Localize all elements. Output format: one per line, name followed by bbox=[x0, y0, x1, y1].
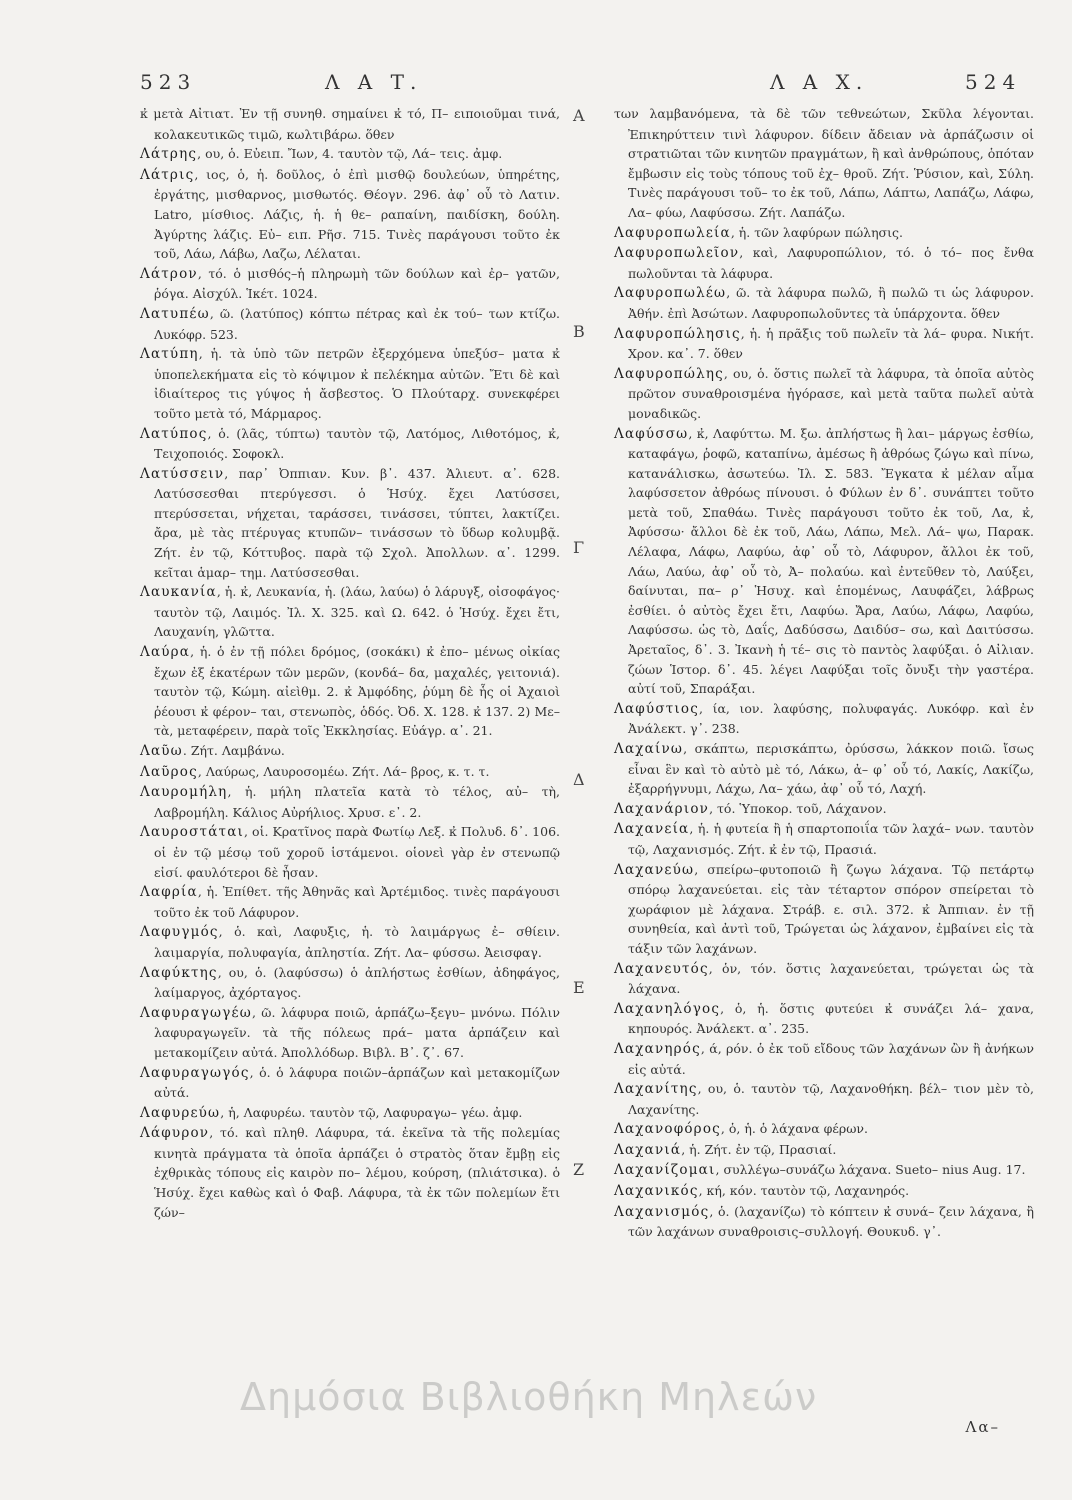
entry-definition: , ά, ρόν. ὁ ἐκ τοῦ εἴδους τῶν λαχάνων ὢν ἢ ἀνήκων εἰς αὐτά. bbox=[628, 1040, 1034, 1077]
margin-letter: Ε bbox=[573, 978, 585, 997]
entry-headword: Λαύρα bbox=[140, 644, 191, 661]
entry-headword: Λατύπη bbox=[140, 346, 199, 363]
entry-headword: Λατύσσειν bbox=[140, 465, 225, 482]
right-page-number: 524 bbox=[965, 70, 1022, 94]
entry-headword: Λαυκανία bbox=[140, 584, 217, 601]
entry-headword: Λαυρομήλη bbox=[140, 784, 228, 801]
dictionary-entry bbox=[140, 104, 560, 144]
dictionary-entry bbox=[140, 144, 560, 165]
entry-headword: Λαφυραγωγέω bbox=[140, 1004, 252, 1021]
entry-definition: , κή, κόν. ταυτὸν τῷ, Λαχανηρός. bbox=[698, 1183, 910, 1199]
entry-definition: , Λαύρως, Λαυροσομέω. Ζήτ. Λά– βρος, κ. τ. τ. bbox=[197, 763, 490, 779]
entry-headword: Λαχανίτης bbox=[614, 1081, 698, 1098]
dictionary-entry bbox=[614, 959, 1034, 999]
entry-definition: , οἱ. Κρατῖνος παρὰ Φωτίῳ Λεξ. κ̓ Πολυδ. δ᾽. 106. οἱ ἐν τῷ μέσῳ τοῦ χοροῦ ἱστάμενοι. οἱονεὶ γὰρ ἐν στενωπῷ εἰσί. φαυλότεροι δὲ ἦσαν. bbox=[154, 824, 560, 880]
entry-definition: , ου, ὁ. ὅστις πωλεῖ τὰ λάφυρα, τὰ ὁποῖα αὐτὸς πρῶτον συναθροισμένα ἠγόρασε, καὶ μετὰ ταῦτα πωλεῖ αὐτὰ μοναδικῶς. bbox=[628, 365, 1034, 421]
margin-letter: Β bbox=[573, 322, 585, 341]
left-page-number: 523 bbox=[140, 70, 197, 94]
entry-definition: , ὁν, τόν. ὅστις λαχανεύεται, τρώγεται ὡς τὰ λάχανα. bbox=[628, 960, 1034, 997]
dictionary-entry bbox=[614, 1079, 1034, 1119]
entry-headword: Λαφυρεύω bbox=[140, 1104, 221, 1121]
dictionary-entry bbox=[614, 104, 1034, 223]
dictionary-entry bbox=[614, 1181, 1034, 1202]
entry-headword: Λαφυροπωλέω bbox=[614, 285, 727, 302]
entry-definition: , ὁ. (λᾶς, τύπτω) ταυτὸν τῷ, Λατόμος, Λιθοτόμος, κ̓, Τειχοποιός. Σοφοκλ. bbox=[154, 425, 560, 462]
entry-definition: , ἡ, Λαφυρέω. ταυτὸν τῷ, Λαφυραγω– γέω. ἀμφ. bbox=[220, 1104, 523, 1120]
margin-letter: Α bbox=[573, 106, 585, 125]
entry-definition: , κ̓, Λαφύττω. Μ. ξω. ἀπλήστως ἢ λαι– μάργως ἐσθίω, καταφάγω, ῥοφῶ, καταπίνω, ἀμέσως ἢ ἀθρόως ζώγω καὶ πίνω, κατανάλισκω, ἀσωτεύω. Ἰλ. Σ. 583. Ἔγκατα κ̓ μέλαν αἷμα λαφύσσετον ἀθρόως πίνουσι. ὁ Φύλων ἐν δ᾽. συνάπτει τοῦτο μετὰ τοῦ, Σπαθάω. Τινὲς παράγουσι τοῦτο ἐκ τοῦ, Λα, κ̓, Ἀφύσσω· ἄλλοι δὲ ἐκ τοῦ, Λάω, Λάπω, Μελ. Λά– ψω, Παρακ. Λέλαφα, Λάφω, Λαφύω, ἀφ᾽ οὗ τὸ, Λάφυρον, ἄλλοι ἐκ τοῦ, Λάω, Λαύω, ἀφ᾽ οὗ τὸ, Ἀ– πολαύω. καὶ ἐντεῦθεν τὸ, Λαύξει, δαίνυται, πα– ρ᾽ Ἡσυχ. καὶ ἑπομένως, Λαυφάζει, λάβρως ἐσθίει. ὁ αὐτὸς ἔχει ἔτι, Λαφύω. Ἄρα, Λαύω, Λάφω, Λαφύω, Λαφύσσω. ὡς τὸ, Δαΐς, Δαδύσσω, Δαιδύσ– σω, καὶ Δαιτύσσω. Ἀρεταῖος, δ᾽. 3. Ἰκανὴ ἡ τέ– σις τὸ παντὸς λαφύξαι. ὁ Αἰλιαν. ζώων Ἱστορ. δ᾽. 45. λέγει Λαφύξαι τοῖς ὄνυξι τὴν γαστέρα. αὐτί τοῦ, Σπαράξαι. bbox=[628, 425, 1034, 697]
entry-headword: Λαχανεύω bbox=[614, 861, 695, 878]
dictionary-entry bbox=[140, 963, 560, 1003]
dictionary-entry bbox=[614, 1160, 1034, 1181]
dictionary-entry bbox=[140, 741, 560, 762]
entry-headword: Λαυροστάται bbox=[140, 824, 245, 841]
entry-headword: Λάτρης bbox=[140, 146, 198, 163]
dictionary-entry bbox=[614, 283, 1034, 323]
dictionary-entry bbox=[614, 243, 1034, 283]
dictionary-entry bbox=[140, 344, 560, 423]
entry-definition: , ου, ὁ. Εὐειπ. Ἴων, 4. ταυτὸν τῷ, Λά– τεις. ἀμφ. bbox=[197, 146, 503, 162]
entry-definition: , σκάπτω, περισκάπτω, ὀρύσσω, λάκκον ποιῶ. ἴσως εἶναι ἓν καὶ τὸ αὐτὸ μὲ τό, Λάκω, ἀ– φ᾽ οὗ τό, Λακίς, Λακίζω, ἐξαρρήγνυμι, Λάχω, Λα– χάω, ἀφ᾽ οὗ τό, Λαχή. bbox=[628, 741, 1034, 797]
entry-definition: , ία, ιον. λαφύσης, πολυφαγάς. Λυκόφρ. καὶ ἐν Ἀνάλεκτ. γ᾽. 238. bbox=[628, 700, 1034, 737]
entry-headword: Λαχανιά bbox=[614, 1141, 682, 1158]
entry-headword: Λαφυροπωλεῖον bbox=[614, 245, 740, 262]
dictionary-entry bbox=[140, 782, 560, 822]
entry-definition: των λαμβανόμενα, τὰ δὲ τῶν τεθνεώτων, Σκῦλα λέγονται. Ἐπικηρύττειν τινὶ λάφυρον. δίδειν ἄδειαν νὰ ἁρπάζωσιν οἱ στρατιῶται τῶν κινητῶν πραγμάτων, ἢ καὶ ἀνθρώπους, ὁπόταν ἔμβωσιν εἰς τοὺς τόπους τοῦ ἐχ– θροῦ. Ζήτ. Ῥύσιον, καὶ, Σύλη. Τινὲς παράγουσι τοῦ– το ἐκ τοῦ, Λάπω, Λάπτω, Λαπάζω, Λάφω, Λα– φύω, Λαφύσσω. Ζήτ. Λαπάζω. bbox=[614, 106, 1034, 220]
entry-definition: , τό. Ὑποκορ. τοῦ, Λάχανον. bbox=[709, 800, 887, 816]
dictionary-entry bbox=[140, 762, 560, 783]
dictionary-entry bbox=[140, 424, 560, 464]
entry-definition: , ὁ, ἡ. ὁ λάχανα φέρων. bbox=[720, 1121, 868, 1137]
dictionary-entry bbox=[614, 799, 1034, 820]
entry-headword: Λαχανίζομαι bbox=[614, 1162, 716, 1179]
entry-definition: , ῶ. (λατύπος) κόπτω πέτρας καὶ ἐκ τού– των κτίζω. Λυκόφρ. 523. bbox=[154, 305, 560, 342]
entry-definition: , ἡ. κ̓, Λευκανία, ἡ. (λάω, λαύω) ὁ λάρυγξ, οἰσοφάγος· ταυτὸν τῷ, Λαιμός. Ἰλ. Χ. 325. καὶ Ω. 642. ὁ Ἡσύχ. ἔχει ἔτι, Λαυχανίη, γλῶττα. bbox=[154, 584, 560, 640]
dictionary-entry bbox=[614, 699, 1034, 739]
entry-headword: Λαφυροπώλης bbox=[614, 365, 724, 382]
entry-headword: Λάτρις bbox=[140, 166, 195, 183]
entry-headword: Λαφυραγωγός bbox=[140, 1064, 250, 1081]
section-margin-letters bbox=[573, 0, 597, 1500]
entry-headword: Λαχανισμός bbox=[614, 1203, 710, 1220]
entry-headword: Λαχανικός bbox=[614, 1183, 699, 1200]
dictionary-entry bbox=[614, 424, 1034, 699]
entry-definition: , ἡ. τὰ ὑπὸ τῶν πετρῶν ἐξερχόμενα ὑπεξύσ– ματα κ̓ ὑποπελεκήματα εἰς τὸ κόψιμον κ̓ πελέκημα αὐτῶν. Ἔτι δὲ καὶ ἰδιαίτερος τις γύψος ἡ ἄσβεστος. Ὁ Πλούταρχ. συνεκφέρει τοῦτο μετὰ τό, Μάρμαρος. bbox=[154, 346, 560, 421]
dictionary-entry bbox=[614, 739, 1034, 799]
entry-headword: Λαφυγμός bbox=[140, 924, 219, 941]
entry-headword: Λαχανευτός bbox=[614, 960, 709, 977]
dictionary-entry bbox=[614, 999, 1034, 1039]
dictionary-entry bbox=[614, 223, 1034, 244]
right-column bbox=[614, 104, 1034, 1242]
dictionary-entry bbox=[614, 324, 1034, 364]
entry-definition: , ὁ. ὁ λάφυρα ποιῶν–ἁρπάζων καὶ μετακομίζων αὐτά. bbox=[154, 1064, 560, 1101]
dictionary-entry bbox=[140, 1123, 560, 1222]
dictionary-entry bbox=[614, 1039, 1034, 1079]
entry-headword: Λαχανηρός bbox=[614, 1040, 701, 1057]
dictionary-entry bbox=[614, 364, 1034, 424]
dictionary-entry bbox=[140, 822, 560, 882]
entry-definition: , ἡ. ὁ ἐν τῇ πόλει δρόμος, (σοκάκι) κ̓ ἐπο– μένως οἰκίας ἔχων ἐξ ἑκατέρων τῶν μερῶν, (κονδά– δα, μαχαλές, γειτονιά). ταυτὸν τῷ, Κώμη. αἰεὶθμ. 2. κ̓ Ἀμφόδης, ῥύμη δὲ ἧς οἱ Ἀχαιοὶ ῥέουσι κ̓ φέρον– ται, στενωπὸς, ὁδός. Ὀδ. Χ. 128. κ̓ 137. 2) Με– τὰ, μεταφέρειν, παρὰ τοῖς Ἐκκλησίας. Εὐάγρ. α᾽. 21. bbox=[154, 644, 560, 739]
entry-definition: , ὁ, ἡ. ὅστις φυτεύει κ̓ συνάζει λά– χανα, κηπουρός. Ἀνάλεκτ. α᾽. 235. bbox=[628, 1000, 1034, 1037]
entry-definition: , ἡ. Ἐπίθετ. τῆς Ἀθηνᾶς καὶ Ἀρτέμιδος. τινὲς παράγουσι τοῦτο ἐκ τοῦ Λάφυρον. bbox=[154, 884, 560, 920]
entry-definition: , ἡ. μήλη πλατεῖα κατὰ τὸ τέλος, αὐ– τὴ, Λαβρομήλη. Κάλιος Αὐρήλιος. Χρυσ. ε᾽. 2. bbox=[154, 784, 560, 820]
entry-definition: , ῶ. τὰ λάφυρα πωλῶ, ἢ πωλῶ τι ὡς λάφυρον. Ἀθήν. ἐπὶ Ἀσώτων. Λαφυροπωλοῦντες τὰ ὑπάρχοντα. ὅθεν bbox=[628, 285, 1034, 321]
entry-headword: Λαφρία bbox=[140, 884, 198, 901]
catchword: Λα– bbox=[965, 1418, 1000, 1436]
dictionary-entry bbox=[140, 1003, 560, 1063]
dictionary-entry bbox=[140, 165, 560, 264]
entry-definition: , ῶ. λάφυρα ποιῶ, ἁρπάζω–ξεγυ– μνόνω. Πόλιν λαφυραγωγεῖν. τὰ τῆς πόλεως πρά– ματα ἁρπάζειν καὶ μετακομίζειν αὐτά. Ἀπολλόδωρ. Βιβλ. Β᾽. ζ᾽. 67. bbox=[154, 1004, 560, 1060]
entry-definition: , καὶ, Λαφυροπώλιον, τό. ὁ τό– πος ἔνθα πωλοῦνται τὰ λάφυρα. bbox=[628, 245, 1034, 281]
dictionary-entry bbox=[140, 464, 560, 583]
dictionary-entry bbox=[140, 922, 560, 962]
entry-headword: Λαχανεία bbox=[614, 821, 690, 838]
entry-definition: , ἡ. ἡ πρᾶξις τοῦ πωλεῖν τὰ λά– φυρα. Νικήτ. Χρον. κα᾽. 7. ὅθεν bbox=[628, 325, 1034, 362]
entry-definition: , ὁ. καὶ, Λαφυξις, ἡ. τὸ λαιμάργως ἐ– σθίειν. λαιμαργία, πολυφαγία, ἀπληστία. Ζήτ. Λα– φύσσω. Ἀεισφαγ. bbox=[154, 924, 560, 960]
dictionary-entry bbox=[140, 264, 560, 304]
entry-headword: Λαχανάριον bbox=[614, 800, 710, 817]
entry-headword: Λαῦρος bbox=[140, 763, 198, 780]
entry-definition: , ου, ὁ. ταυτὸν τῷ, Λαχανοθήκη. βέλ– τιον μὲν τὸ, Λαχανίτης. bbox=[628, 1081, 1034, 1117]
entry-headword: Λατύπος bbox=[140, 425, 208, 442]
left-running-head: Λ Α Τ. bbox=[325, 70, 423, 94]
library-watermark: Δημόσια Βιβλιοθήκη Μηλεών bbox=[240, 1375, 818, 1419]
entry-headword: Λαφύκτης bbox=[140, 964, 218, 981]
entry-definition: , σπείρω–φυτοποιῶ ἢ ζωγω λάχανα. Τῷ πετάρτῳ σπόρῳ λαχανεύεται. εἰς τὰν τέταρτον σπόρον σπείρεται τὸ χωράφιον μὲ λάχανα. Στράβ. ε. σιλ. 372. κ̓ Ἀππιαν. ἐν τῇ συνηθεία, καὶ ἀντὶ τοῦ, Τρώγεται ὡς λάχανον, ἐμβαίνει εἰς τὰ τάξιν τῶν λαχάνων. bbox=[628, 861, 1034, 956]
entry-definition: . Ζήτ. Λαμβάνω. bbox=[182, 743, 285, 758]
entry-headword: Λαφύσσω bbox=[614, 425, 689, 442]
left-column bbox=[140, 104, 560, 1222]
dictionary-entry bbox=[614, 1119, 1034, 1140]
dictionary-entry bbox=[140, 304, 560, 344]
margin-letter: Ζ bbox=[573, 1160, 585, 1179]
dictionary-entry bbox=[140, 882, 560, 922]
dictionary-entry bbox=[140, 1063, 560, 1103]
entry-headword: Λαχανοφόρος bbox=[614, 1121, 721, 1138]
entry-definition: , παρ᾽ Ὀππιαν. Κυν. β᾽. 437. Ἁλιευτ. α᾽. 628. Λατύσσεσθαι πτερύγεσσι. ὁ Ἡσύχ. ἔχει Λατύσσει, πτερύσσεται, νήχεται, ταράσσει, τινάσσει, τύπτει, λακτίζει. ἄρα, μὲ τὰς πτέρυγας κτυπῶν– τινάσσων τὸ ὕδωρ κολυμβᾷ. Ζήτ. ἐν τῷ, Κόττυβος. παρὰ τῷ Σχολ. Ἀπολλων. α᾽. 1299. κεῖται ἁμαρ– τημ. Λατύσσεσθαι. bbox=[154, 465, 560, 580]
margin-letter: Δ bbox=[573, 770, 585, 789]
entry-headword: Λαχαίνω bbox=[614, 741, 684, 757]
entry-definition: , ου, ὁ. (λαφύσσω) ὁ ἀπλήστως ἐσθίων, ἀδηφάγος, λαίμαργος, ἀχόρταγος. bbox=[154, 964, 560, 1001]
entry-definition: , ιος, ὁ, ἡ. δοῦλος, ὁ ἐπὶ μισθῷ δουλεύων, ὑπηρέτης, ἐργάτης, μισθαρνος, μισθωτός. Θέογν. 296. ἀφ᾽ οὗ τὸ Λατιν. Latro, μίσθιος. Λάζις, ἡ. ἡ θε– ραπαίνη, παιδίσκη, δούλη. Ἀγύρτης λάζις. Εὐ– ειπ. Ρῆσ. 715. Τινὲς παράγουσι τοῦτο ἐκ τοῦ, Λάω, Λάβω, Λαζω, Λέλαται. bbox=[154, 166, 560, 262]
margin-letter: Γ bbox=[573, 538, 585, 557]
entry-headword: Λατυπέω bbox=[140, 305, 210, 322]
dictionary-entry bbox=[614, 819, 1034, 859]
entry-headword: Λαφύστιος bbox=[614, 700, 699, 717]
entry-definition: κ̓ μετὰ Αἰτιατ. Ἐν τῇ συνηθ. σημαίνει κ̓ τό, Π– ειποιοῦμαι τινά, κολακευτικῶς τιμῶ, κωλτιβάρω. ὅθεν bbox=[140, 106, 560, 142]
entry-headword: Λαφυροπωλεία bbox=[614, 224, 731, 241]
entry-definition: , ἡ. τῶν λαφύρων πώλησις. bbox=[730, 224, 903, 240]
entry-headword: Λάφυρον bbox=[140, 1125, 210, 1142]
entry-definition: , συλλέγω–συνάζω λάχανα. Sueto– nius Aug. 17. bbox=[715, 1162, 1026, 1178]
right-running-head: Λ Α Χ. bbox=[770, 70, 869, 94]
dictionary-entry bbox=[614, 1140, 1034, 1161]
dictionary-entry bbox=[614, 1202, 1034, 1242]
entry-headword: Λαχανηλόγος bbox=[614, 1000, 721, 1017]
dictionary-entry bbox=[140, 582, 560, 642]
entry-headword: Λάτρον bbox=[140, 265, 198, 282]
entry-definition: , τό. ὁ μισθός–ἡ πληρωμὴ τῶν δούλων καὶ ἐρ– γατῶν, ῥόγα. Αἰσχύλ. Ἱκέτ. 1024. bbox=[154, 265, 560, 302]
entry-definition: , ἡ. ἡ φυτεία ἢ ἡ σπαρτοποιΐα τῶν λαχά– νων. ταυτὸν τῷ, Λαχανισμός. Ζήτ. κ̓ ἐν τῷ, Πρασιά. bbox=[628, 821, 1034, 857]
dictionary-entry bbox=[140, 1103, 560, 1124]
dictionary-entry bbox=[614, 860, 1034, 959]
entry-definition: , τό. καὶ πληθ. Λάφυρα, τά. ἐκεῖνα τὰ τῆς πολεμίας κινητὰ πράγματα τὰ ὁποῖα ἁρπάζει ὁ στρατὸς ὅταν ἔμβῃ εἰς ἐχθρικὰς τόπους εἰς καιρὸν πο– λέμου, κούρση, (πλιάτσικα). ὁ Ἡσύχ. ἔχει καθὼς καὶ ὁ Φαβ. Λάφυρα, τὰ ἐκ τῶν πολεμίων ἔτι ζών– bbox=[154, 1125, 560, 1220]
entry-headword: Λαῦω bbox=[140, 743, 183, 759]
entry-definition: , ὁ. (λαχανίζω) τὸ κόπτειν κ̓ συνά– ζειν λάχανα, ἢ τῶν λαχάνων συναθροισις–συλλογή. Θουκυδ. γ᾽. bbox=[628, 1203, 1034, 1240]
entry-definition: , ἡ. Ζήτ. ἐν τῷ, Πρασιαί. bbox=[681, 1141, 837, 1157]
dictionary-entry bbox=[140, 642, 560, 741]
entry-headword: Λαφυροπώλησις bbox=[614, 325, 741, 342]
